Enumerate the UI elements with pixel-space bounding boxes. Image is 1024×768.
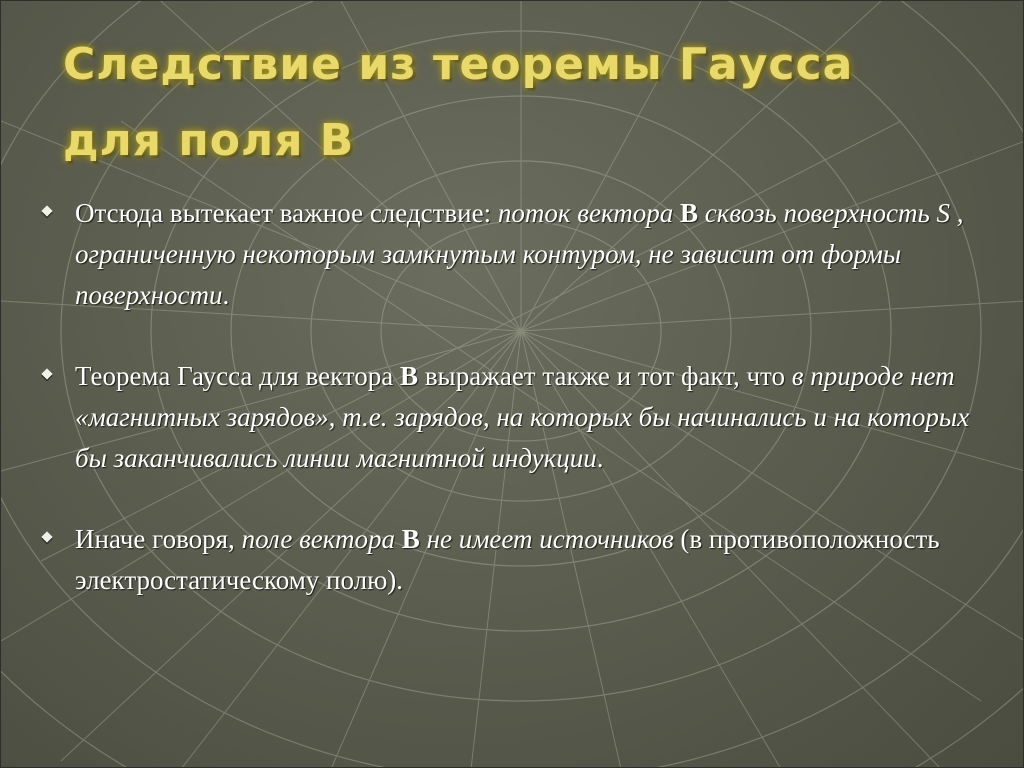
bullet-3-text-no-sources: не имеет источников [419, 524, 674, 554]
bullet-3-text-field: поле вектора [241, 524, 402, 554]
title-line-1: Следствие из теоремы Гаусса [63, 39, 854, 90]
bullet-1-text-intro: Отсюда вытекает важное следствие: [75, 198, 498, 228]
bullet-3-text-rest: (в противоположность электростатическому полю). [75, 524, 940, 595]
bullet-1-period: . [222, 280, 230, 310]
bullet-item-3 [41, 519, 991, 601]
bullet-1-text-flux: поток вектора [497, 198, 680, 228]
title-line-2: для поля В [63, 115, 355, 166]
bullet-3-vector-b: В [401, 524, 420, 554]
bullet-list [41, 193, 991, 601]
bullet-3-text-intro: Иначе говоря, [75, 524, 242, 554]
bullet-2-vector-b: В [400, 361, 419, 391]
diamond-bullet-icon [41, 368, 52, 379]
bullet-2-period: . [596, 443, 604, 473]
bullet-2-text-middle: выражает также и тот факт, что [418, 361, 792, 391]
bullet-item-1 [41, 193, 991, 316]
bullet-2-text-italic: в природе нет «магнитных зарядов», т.е. зарядов, на которых бы начинались и на которых бы заканчивались линии магнитной индукции [75, 361, 970, 473]
bullet-2-text-intro: Теорема Гаусса для вектора [75, 361, 401, 391]
diamond-bullet-icon [41, 205, 52, 216]
bullet-1-vector-b: В [679, 198, 698, 228]
slide-title [63, 27, 983, 179]
bullet-1-text-through: сквозь поверхность [698, 198, 937, 228]
bullet-1-surface-s: S [936, 198, 951, 228]
bullet-item-2 [41, 356, 991, 479]
diamond-bullet-icon [41, 531, 52, 542]
bullet-1-text-rest: , ограниченную некоторым замкнутым контуром, не зависит от формы поверхности [75, 198, 964, 310]
